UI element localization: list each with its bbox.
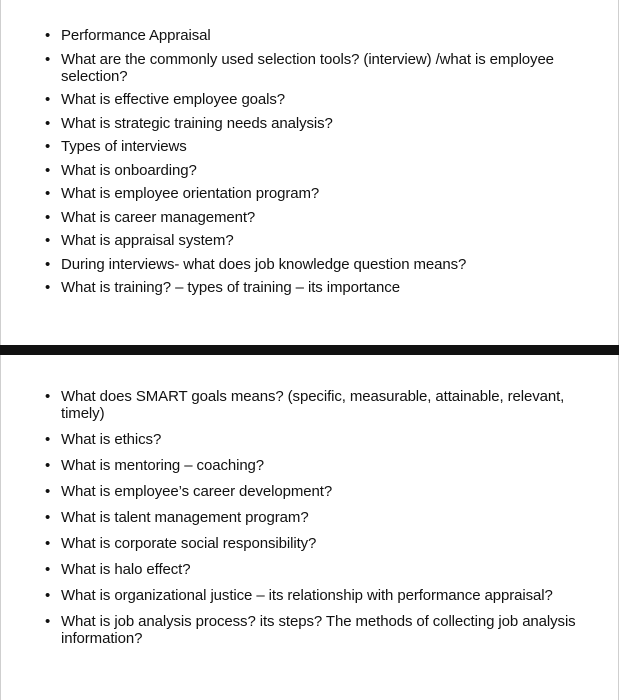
bullet-icon: •	[45, 91, 51, 108]
list-item	[45, 209, 585, 226]
list-item	[45, 27, 585, 44]
list-item-text: What is mentoring – coaching?	[61, 457, 265, 474]
question-list-bottom	[45, 388, 585, 656]
question-list-top	[45, 27, 585, 303]
list-item-text: What is training? – types of training – its importance	[61, 279, 400, 296]
bullet-icon: •	[45, 561, 51, 578]
list-item-text: What is onboarding?	[61, 161, 197, 179]
bullet-icon: •	[45, 613, 51, 630]
slide-top	[0, 0, 619, 345]
bullet-icon: •	[45, 114, 51, 132]
bullet-icon: •	[45, 431, 51, 448]
bullet-icon: •	[45, 587, 51, 604]
list-item-text: Types of interviews	[61, 138, 187, 155]
list-item-text: What is talent management program?	[61, 509, 309, 526]
list-item	[45, 279, 585, 296]
list-item	[45, 457, 585, 474]
list-item-text: What is career management?	[61, 208, 256, 226]
list-item	[45, 185, 585, 202]
list-item	[45, 91, 585, 108]
list-item	[45, 587, 585, 604]
slide-bottom	[0, 355, 619, 700]
bullet-icon: •	[45, 185, 51, 202]
list-item-text: What is halo effect?	[61, 561, 191, 578]
list-item-text: Performance Appraisal	[61, 27, 211, 44]
bullet-icon: •	[45, 509, 51, 526]
list-item-text: What is ethics?	[61, 431, 162, 448]
list-item	[45, 162, 585, 179]
list-item	[45, 51, 585, 85]
bullet-icon: •	[45, 138, 51, 155]
bullet-icon: •	[45, 208, 51, 226]
list-item	[45, 535, 585, 552]
slide-divider	[0, 345, 619, 355]
list-item-text: What is strategic training needs analysis?	[61, 114, 333, 132]
list-item-text: What is employee’s career development?	[61, 483, 333, 500]
list-item-text: What are the commonly used selection tools? (interview) /what is employee selection?	[61, 50, 554, 85]
bullet-icon: •	[45, 457, 51, 474]
list-item	[45, 431, 585, 448]
list-item-text: What is employee orientation program?	[61, 185, 320, 202]
bullet-icon: •	[45, 50, 51, 68]
bullet-icon: •	[45, 161, 51, 179]
bullet-icon: •	[45, 279, 51, 296]
list-item-text: What is job analysis process? its steps? The methods of collecting job analysis information?	[61, 613, 576, 647]
bullet-icon: •	[45, 27, 51, 44]
bullet-icon: •	[45, 388, 51, 405]
bullet-icon: •	[45, 255, 51, 273]
list-item-text: What does SMART goals means? (specific, measurable, attainable, relevant, timely)	[61, 388, 565, 422]
bullet-icon: •	[45, 483, 51, 500]
list-item	[45, 256, 585, 273]
list-item-text: What is organizational justice – its relationship with performance appraisal?	[61, 587, 553, 604]
bullet-icon: •	[45, 232, 51, 249]
list-item	[45, 509, 585, 526]
list-item	[45, 613, 585, 647]
list-item	[45, 561, 585, 578]
list-item	[45, 483, 585, 500]
list-item-text: What is corporate social responsibility?	[61, 535, 317, 552]
list-item	[45, 115, 585, 132]
list-item	[45, 388, 585, 422]
list-item-text: During interviews- what does job knowledge question means?	[61, 255, 467, 273]
list-item	[45, 232, 585, 249]
list-item-text: What is effective employee goals?	[61, 91, 286, 108]
list-item	[45, 138, 585, 155]
list-item-text: What is appraisal system?	[61, 232, 234, 249]
bullet-icon: •	[45, 535, 51, 552]
